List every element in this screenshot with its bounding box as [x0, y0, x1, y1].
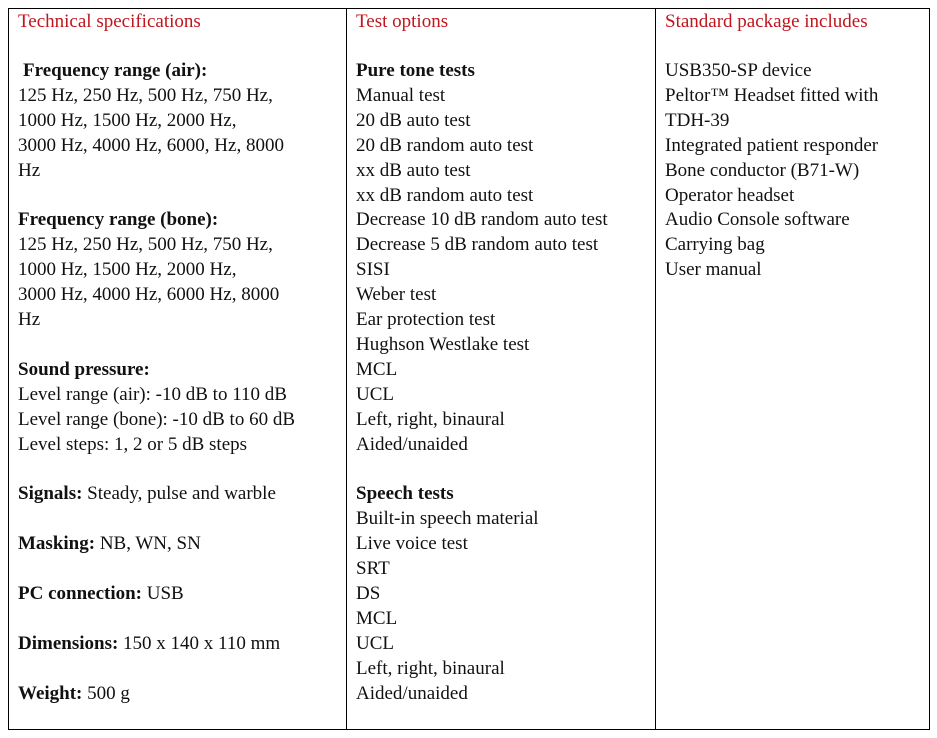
masking-label: Masking: — [18, 533, 96, 555]
package-item: User manual — [665, 259, 762, 281]
package-item: Carrying bag — [665, 234, 765, 256]
pure-tone-item: SISI — [356, 259, 390, 281]
pure-tone-item: Manual test — [356, 84, 446, 106]
package-item: Integrated patient responder — [665, 134, 879, 156]
pc-connection-row — [18, 582, 338, 607]
test-options-cell — [347, 9, 656, 730]
package-item: TDH-39 — [665, 109, 730, 131]
pure-tone-item: Decrease 5 dB random auto test — [356, 234, 599, 256]
frequency-air-line: Hz — [18, 159, 41, 181]
sound-pressure-line: Level range (air): -10 dB to 110 dB — [18, 383, 287, 405]
speech-item: SRT — [356, 558, 390, 580]
speech-item: Left, right, binaural — [356, 657, 505, 679]
pure-tone-item: Aided/unaided — [356, 433, 468, 455]
weight-value: 500 g — [87, 682, 130, 704]
pure-tone-item: Weber test — [356, 284, 437, 306]
package-item: Peltor™ Headset fitted with — [665, 84, 879, 106]
technical-specifications-cell — [9, 9, 347, 730]
frequency-bone-label: Frequency range (bone): — [18, 209, 219, 231]
frequency-air-line: 125 Hz, 250 Hz, 500 Hz, 750 Hz, — [18, 84, 273, 106]
package-item: Bone conductor (B71-W) — [665, 159, 860, 181]
dimensions-row — [18, 632, 338, 657]
pc-connection-label: PC connection: — [18, 582, 143, 604]
technical-specifications-header: Technical specifications — [18, 11, 201, 32]
frequency-air-line: 3000 Hz, 4000 Hz, 6000, Hz, 8000 — [18, 134, 284, 156]
pure-tone-item: 20 dB auto test — [356, 109, 471, 131]
frequency-bone-line: Hz — [18, 309, 41, 331]
pure-tone-item: Ear protection test — [356, 309, 496, 331]
frequency-bone-line: 3000 Hz, 4000 Hz, 6000 Hz, 8000 — [18, 284, 280, 306]
speech-item: MCL — [356, 607, 398, 629]
test-options-header: Test options — [356, 11, 449, 32]
signals-value: Steady, pulse and warble — [87, 483, 276, 505]
frequency-bone-line: 1000 Hz, 1500 Hz, 2000 Hz, — [18, 259, 237, 281]
pure-tone-item: MCL — [356, 358, 398, 380]
frequency-air-line: 1000 Hz, 1500 Hz, 2000 Hz, — [18, 109, 237, 131]
standard-package-cell — [656, 9, 930, 730]
speech-item: Aided/unaided — [356, 682, 468, 704]
speech-item: Live voice test — [356, 533, 468, 555]
signals-label: Signals: — [18, 483, 83, 505]
dimensions-value: 150 x 140 x 110 mm — [123, 632, 281, 654]
standard-package-header: Standard package includes — [665, 11, 868, 32]
specifications-table — [8, 8, 930, 730]
frequency-air-label: Frequency range (air): — [23, 60, 208, 81]
speech-item: DS — [356, 583, 381, 605]
pure-tone-tests-label: Pure tone tests — [356, 60, 475, 81]
pure-tone-item: Hughson Westlake test — [356, 333, 530, 355]
pure-tone-item: 20 dB random auto test — [356, 134, 534, 156]
pure-tone-item: xx dB random auto test — [356, 184, 534, 206]
speech-item: Built-in speech material — [356, 508, 539, 530]
masking-row — [18, 532, 338, 557]
masking-value: NB, WN, SN — [99, 533, 201, 555]
pure-tone-item: xx dB auto test — [356, 159, 471, 181]
weight-row — [18, 682, 338, 707]
package-item: USB350-SP device — [665, 60, 812, 81]
speech-item: UCL — [356, 632, 394, 654]
package-item: Operator headset — [665, 184, 795, 206]
pure-tone-item: UCL — [356, 383, 394, 405]
dimensions-label: Dimensions: — [18, 632, 119, 654]
speech-tests-label: Speech tests — [356, 483, 454, 505]
frequency-bone-line: 125 Hz, 250 Hz, 500 Hz, 750 Hz, — [18, 234, 273, 256]
signals-row — [18, 482, 338, 507]
pure-tone-item: Decrease 10 dB random auto test — [356, 209, 608, 231]
pc-connection-value: USB — [146, 582, 184, 604]
weight-label: Weight: — [18, 682, 83, 704]
package-item: Audio Console software — [665, 209, 850, 231]
pure-tone-item: Left, right, binaural — [356, 408, 505, 430]
sound-pressure-line: Level range (bone): -10 dB to 60 dB — [18, 408, 296, 430]
sound-pressure-label: Sound pressure: — [18, 358, 150, 380]
sound-pressure-line: Level steps: 1, 2 or 5 dB steps — [18, 433, 248, 455]
